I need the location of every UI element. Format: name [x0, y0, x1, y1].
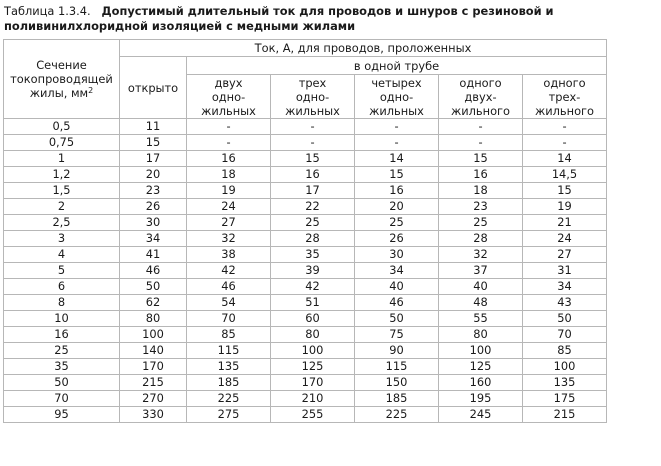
current-cell: 185	[187, 375, 271, 391]
table-row	[4, 343, 607, 359]
current-cell: 60	[271, 311, 355, 327]
table-row	[4, 247, 607, 263]
col-header-4-l2: двух-	[464, 89, 497, 104]
col-header-4	[439, 75, 523, 119]
current-cell: 31	[523, 263, 607, 279]
section-cell: 5	[4, 263, 120, 279]
col-header-2-l3: жильных	[285, 103, 340, 118]
current-cell: 215	[120, 375, 187, 391]
section-unit-sup: 2	[88, 86, 94, 95]
current-cell: 15	[439, 151, 523, 167]
col-header-1-l2: одно-	[211, 89, 246, 104]
current-cell: 55	[439, 311, 523, 327]
section-cell: 6	[4, 279, 120, 295]
table-row	[4, 119, 607, 135]
current-cell: 100	[523, 359, 607, 375]
current-cell: -	[187, 119, 271, 135]
table-row	[4, 151, 607, 167]
section-cell: 0,75	[4, 135, 120, 151]
section-cell: 50	[4, 375, 120, 391]
current-cell: 135	[187, 359, 271, 375]
table-row	[4, 375, 607, 391]
current-cell: 27	[187, 215, 271, 231]
current-cell: 100	[271, 343, 355, 359]
current-cell: 18	[439, 183, 523, 199]
current-cell: 34	[523, 279, 607, 295]
current-cell: -	[523, 119, 607, 135]
col-header-1	[187, 75, 271, 119]
col-header-4-l3: жильного	[450, 103, 511, 118]
section-cell: 4	[4, 247, 120, 263]
current-cell: 16	[439, 167, 523, 183]
current-cell: 11	[120, 119, 187, 135]
current-cell: 15	[355, 167, 439, 183]
current-cell: 225	[355, 407, 439, 423]
current-cell: 50	[355, 311, 439, 327]
current-cell: 24	[187, 199, 271, 215]
current-cell: 16	[187, 151, 271, 167]
col-header-3-l3: жильных	[369, 103, 424, 118]
current-cell: -	[355, 119, 439, 135]
current-cell: -	[523, 135, 607, 151]
current-cell: 46	[120, 263, 187, 279]
section-cell: 16	[4, 327, 120, 343]
current-cell: 150	[355, 375, 439, 391]
current-cell: 23	[120, 183, 187, 199]
current-cell: 14	[523, 151, 607, 167]
current-cell: 50	[523, 311, 607, 327]
section-cell: 70	[4, 391, 120, 407]
current-cell: 75	[355, 327, 439, 343]
section-header-line-1: Сечение	[36, 58, 87, 72]
current-cell: 330	[120, 407, 187, 423]
table-row	[4, 295, 607, 311]
current-cell: 28	[439, 231, 523, 247]
current-cell: 80	[439, 327, 523, 343]
current-cell: 14,5	[523, 167, 607, 183]
current-cell: 175	[523, 391, 607, 407]
current-cell: 80	[120, 311, 187, 327]
current-cell: 25	[439, 215, 523, 231]
section-cell: 8	[4, 295, 120, 311]
current-cell: 41	[120, 247, 187, 263]
section-header	[4, 40, 120, 119]
current-cell: 28	[271, 231, 355, 247]
current-cell: 20	[355, 199, 439, 215]
col-header-5-l1: одного	[543, 75, 586, 90]
current-cell: 34	[355, 263, 439, 279]
current-cell: 85	[187, 327, 271, 343]
current-cell: 40	[355, 279, 439, 295]
in-tube-header: в одной трубе	[187, 57, 607, 75]
col-header-3-l1: четырех	[371, 75, 422, 90]
current-cell: 25	[355, 215, 439, 231]
current-cell: 125	[439, 359, 523, 375]
current-cell: 160	[439, 375, 523, 391]
table-row	[4, 327, 607, 343]
current-cell: 32	[187, 231, 271, 247]
table-row	[4, 279, 607, 295]
section-cell: 35	[4, 359, 120, 375]
col-header-2-l2: одно-	[295, 89, 330, 104]
section-header-line-2: токопроводящей	[10, 72, 113, 86]
col-header-3	[355, 75, 439, 119]
current-cell: 51	[271, 295, 355, 311]
current-cell: 30	[355, 247, 439, 263]
current-cell: 140	[120, 343, 187, 359]
current-cell: 40	[439, 279, 523, 295]
col-header-1-l1: двух	[214, 75, 243, 90]
section-cell: 95	[4, 407, 120, 423]
current-cell: 170	[271, 375, 355, 391]
current-cell: 46	[355, 295, 439, 311]
current-cell: 125	[271, 359, 355, 375]
current-cell: 17	[120, 151, 187, 167]
section-cell: 3	[4, 231, 120, 247]
current-cell: 42	[271, 279, 355, 295]
current-cell: -	[439, 119, 523, 135]
current-cell: 215	[523, 407, 607, 423]
current-cell: 21	[523, 215, 607, 231]
current-cell: 16	[355, 183, 439, 199]
current-cell: 35	[271, 247, 355, 263]
current-cell: 34	[120, 231, 187, 247]
current-cell: 15	[271, 151, 355, 167]
current-cell: 38	[187, 247, 271, 263]
table-row	[4, 183, 607, 199]
current-cell: 255	[271, 407, 355, 423]
current-cell: 25	[271, 215, 355, 231]
col-header-5-l2: трех-	[548, 89, 581, 104]
current-cell: 115	[187, 343, 271, 359]
current-cell: 210	[271, 391, 355, 407]
current-cell: 115	[355, 359, 439, 375]
table-title-line-1: Допустимый длительный ток для проводов и шнуров с резиновой и	[101, 4, 554, 18]
current-cell: 245	[439, 407, 523, 423]
col-header-4-l1: одного	[459, 75, 502, 90]
current-cell: -	[271, 135, 355, 151]
section-cell: 10	[4, 311, 120, 327]
col-header-1-l3: жильных	[201, 103, 256, 118]
open-header: открыто	[120, 57, 187, 119]
table-row	[4, 135, 607, 151]
section-header-line-3	[4, 86, 119, 100]
table-row	[4, 167, 607, 183]
table-row	[4, 359, 607, 375]
current-cell: 275	[187, 407, 271, 423]
current-cell: 225	[187, 391, 271, 407]
table-title-line-2: поливинилхлоридной изоляцией с медными жилами	[4, 19, 356, 33]
section-cell: 1	[4, 151, 120, 167]
current-cell: 19	[187, 183, 271, 199]
current-cell: 70	[523, 327, 607, 343]
current-cell: 170	[120, 359, 187, 375]
table-row	[4, 263, 607, 279]
current-cell: 43	[523, 295, 607, 311]
current-cell: 50	[120, 279, 187, 295]
section-cell: 1,2	[4, 167, 120, 183]
section-cell: 1,5	[4, 183, 120, 199]
current-cell: 22	[271, 199, 355, 215]
current-cell: 80	[271, 327, 355, 343]
col-header-3-l2: одно-	[379, 89, 414, 104]
current-cell: -	[187, 135, 271, 151]
current-cell: 70	[187, 311, 271, 327]
current-cell: 16	[271, 167, 355, 183]
current-cell: 20	[120, 167, 187, 183]
current-cell: -	[439, 135, 523, 151]
current-cell: 37	[439, 263, 523, 279]
current-cell: -	[355, 135, 439, 151]
current-cell: 23	[439, 199, 523, 215]
current-cell: 24	[523, 231, 607, 247]
table-row	[4, 311, 607, 327]
current-cell: 270	[120, 391, 187, 407]
table-row	[4, 391, 607, 407]
current-cell: 100	[439, 343, 523, 359]
col-header-2	[271, 75, 355, 119]
current-cell: 14	[355, 151, 439, 167]
table-row	[4, 231, 607, 247]
current-cell: 26	[120, 199, 187, 215]
table-row	[4, 215, 607, 231]
current-cell: 18	[187, 167, 271, 183]
current-cell: -	[271, 119, 355, 135]
current-header: Ток, А, для проводов, проложенных	[120, 40, 607, 57]
section-cell: 0,5	[4, 119, 120, 135]
current-cell: 30	[120, 215, 187, 231]
table-number: Таблица 1.3.4.	[4, 4, 91, 18]
table-row	[4, 199, 607, 215]
current-cell: 32	[439, 247, 523, 263]
current-cell: 15	[120, 135, 187, 151]
current-cell: 19	[523, 199, 607, 215]
current-cell: 195	[439, 391, 523, 407]
current-cell: 54	[187, 295, 271, 311]
current-cell: 46	[187, 279, 271, 295]
section-cell: 2	[4, 199, 120, 215]
current-cell: 42	[187, 263, 271, 279]
section-cell: 25	[4, 343, 120, 359]
current-cell: 15	[523, 183, 607, 199]
col-header-5-l3: жильного	[534, 103, 595, 118]
table-caption	[4, 4, 654, 34]
current-cell: 62	[120, 295, 187, 311]
current-cell: 48	[439, 295, 523, 311]
section-cell: 2,5	[4, 215, 120, 231]
table-body	[4, 119, 607, 423]
current-cell: 90	[355, 343, 439, 359]
current-cell: 39	[271, 263, 355, 279]
col-header-5	[523, 75, 607, 119]
col-header-2-l1: трех	[298, 75, 327, 90]
section-unit: жилы, мм	[29, 86, 89, 100]
current-cell: 26	[355, 231, 439, 247]
current-cell: 17	[271, 183, 355, 199]
current-cell: 85	[523, 343, 607, 359]
current-cell: 135	[523, 375, 607, 391]
table-row	[4, 407, 607, 423]
current-cell: 185	[355, 391, 439, 407]
current-table	[3, 39, 607, 423]
current-cell: 100	[120, 327, 187, 343]
current-cell: 27	[523, 247, 607, 263]
caption-line-1	[4, 4, 654, 19]
